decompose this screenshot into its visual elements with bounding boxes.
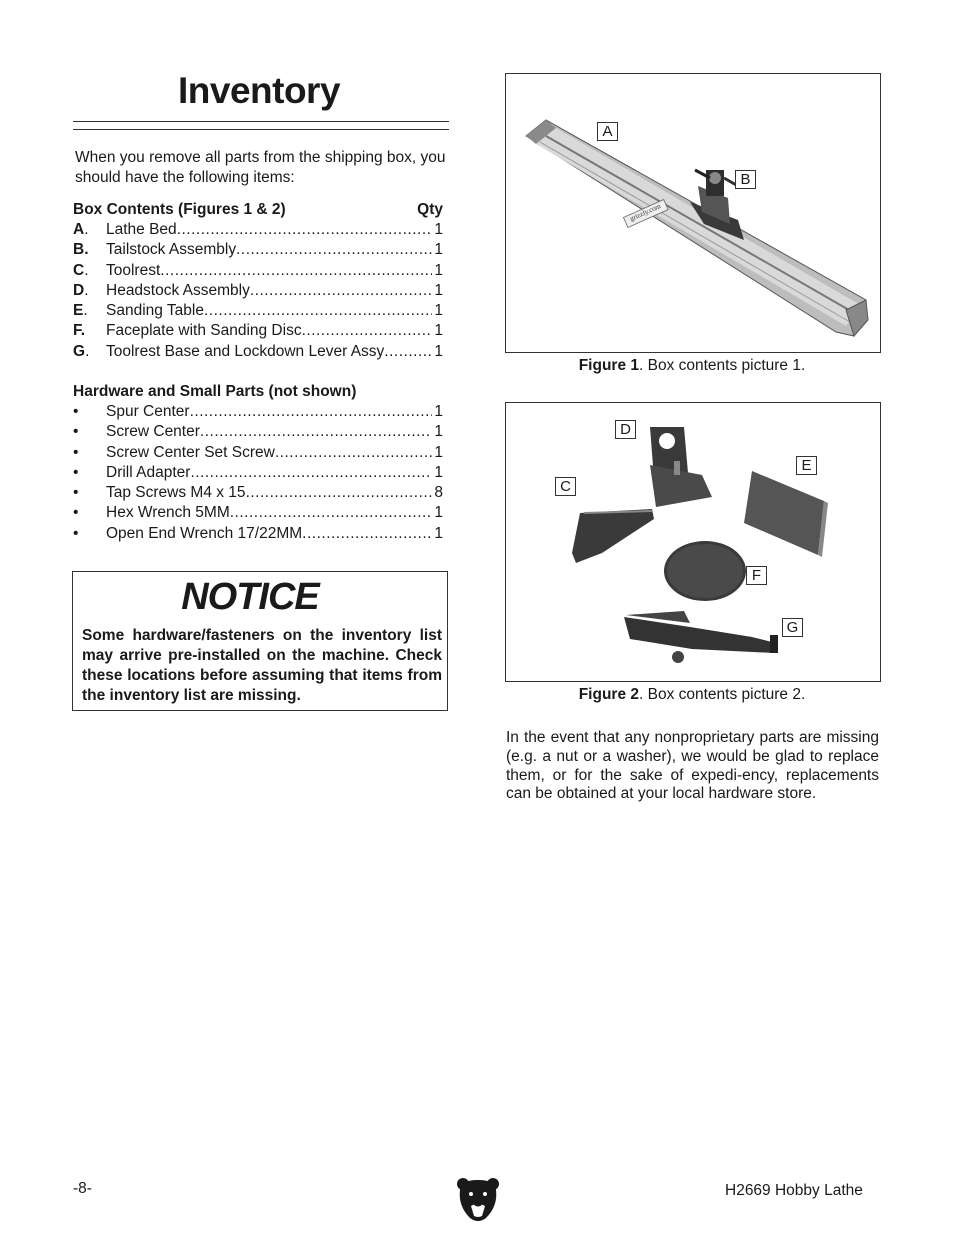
title-rule-bottom — [73, 129, 449, 130]
list-item: D. Headstock Assembly ..... 1 — [73, 281, 443, 301]
figure-1-caption: Figure 1. Box contents picture 1. — [578, 357, 806, 374]
item-name: Sanding Table — [106, 302, 204, 320]
bullet: • — [73, 504, 79, 522]
item-qty: 1 — [434, 504, 443, 522]
list-item: A. Lathe Bed ..... 1 — [73, 220, 443, 240]
hardware-heading — [73, 383, 443, 401]
list-item: C. Toolrest ..... 1 — [73, 261, 443, 281]
bed-logo-plate — [626, 190, 686, 230]
item-qty: 1 — [434, 241, 443, 259]
bullet: • — [73, 524, 79, 542]
item-name: Screw Center — [106, 423, 200, 441]
item-name: Hex Wrench 5MM — [106, 504, 230, 522]
closing-paragraph: In the event that any nonproprietary parts are missing (e.g. a nut or a washer), we would be glad to replace them, or for the sake of expedi-ency, replacements can be obtained at your local hardware store. — [506, 729, 879, 803]
bullet: • — [73, 403, 79, 420]
notice-title: NOTICE — [181, 576, 319, 618]
lathe-bed-illustration — [506, 74, 880, 352]
item-name: Spur Center — [106, 403, 190, 420]
item-qty: 1 — [434, 281, 443, 299]
figure-label-c: C — [555, 477, 576, 496]
bullet: • — [73, 484, 79, 502]
bullet: • — [73, 443, 79, 461]
list-item: F. Faceplate with Sanding Disc ..... 1 — [73, 321, 443, 341]
bullet: • — [73, 423, 79, 441]
figure-label-f: F — [746, 566, 767, 585]
notice-text: Some hardware/fasteners on the inventory list may arrive pre-installed on the machine. Check these locations before assuming that items from the inventory list are missing. — [82, 627, 442, 704]
list-item — [73, 422, 443, 442]
list-item — [73, 524, 443, 544]
item-qty: 1 — [434, 423, 443, 441]
figure-label-d: D — [615, 420, 636, 439]
item-qty: 1 — [434, 443, 443, 461]
item-name: Screw Center Set Screw — [106, 443, 275, 461]
bear-head-icon — [456, 1176, 500, 1224]
item-qty: 1 — [434, 524, 443, 542]
bullet: • — [73, 463, 79, 481]
intro-text: When you remove all parts from the shipping box, you should have the following items: — [75, 149, 446, 186]
list-item: B. Tailstock Assembly ..... 1 — [73, 240, 443, 260]
item-qty: 1 — [434, 261, 443, 279]
model-name: H2669 Hobby Lathe — [725, 1182, 863, 1199]
item-name: Toolrest Base and Lockdown Lever Assy — [106, 342, 385, 360]
item-qty: 8 — [434, 484, 443, 502]
box-contents-list — [73, 220, 443, 362]
item-qty: 1 — [434, 342, 443, 360]
figure-2 — [505, 402, 881, 682]
box-contents-heading — [73, 201, 443, 219]
item-name: Lathe Bed — [106, 221, 177, 238]
list-item — [73, 402, 443, 422]
figure-label-a: A — [597, 122, 618, 141]
page-title: Inventory — [178, 70, 341, 111]
bed-logo-text: grizzly.com — [628, 202, 662, 223]
item-name: Faceplate with Sanding Disc — [106, 322, 302, 340]
item-name: Tap Screws M4 x 15 — [106, 484, 246, 502]
list-item — [73, 483, 443, 503]
list-item — [73, 503, 443, 523]
list-item — [73, 463, 443, 483]
figure-label-b: B — [735, 170, 756, 189]
figure-label-g: G — [782, 618, 803, 637]
item-qty: 1 — [434, 302, 443, 320]
item-name: Toolrest — [106, 261, 161, 279]
item-name: Tailstock Assembly — [106, 241, 237, 259]
item-name: Open End Wrench 17/22MM — [106, 524, 303, 542]
item-name: Headstock Assembly — [106, 281, 250, 299]
figure-1 — [505, 73, 881, 353]
hardware-heading-label: Hardware and Small Parts (not shown) — [73, 383, 357, 400]
hardware-list — [73, 402, 443, 544]
box-contents-heading-label: Box Contents (Figures 1 & 2) — [73, 201, 286, 218]
item-name: Drill Adapter — [106, 463, 191, 481]
list-item: E. Sanding Table ..... 1 — [73, 301, 443, 321]
box-contents-illustration — [506, 403, 880, 681]
figure-2-caption: Figure 2. Box contents picture 2. — [578, 686, 806, 703]
item-qty: 1 — [434, 322, 443, 340]
item-qty: 1 — [434, 403, 443, 420]
list-item: G. Toolrest Base and Lockdown Lever Assy ..... 1 — [73, 342, 443, 362]
title-rule-top — [73, 121, 449, 122]
figure-label-e: E — [796, 456, 817, 475]
notice-box — [72, 571, 448, 711]
list-item — [73, 443, 443, 463]
qty-heading: Qty — [417, 201, 443, 218]
item-qty: 1 — [434, 463, 443, 481]
page-number: -8- — [73, 1180, 92, 1197]
item-qty: 1 — [434, 221, 443, 238]
